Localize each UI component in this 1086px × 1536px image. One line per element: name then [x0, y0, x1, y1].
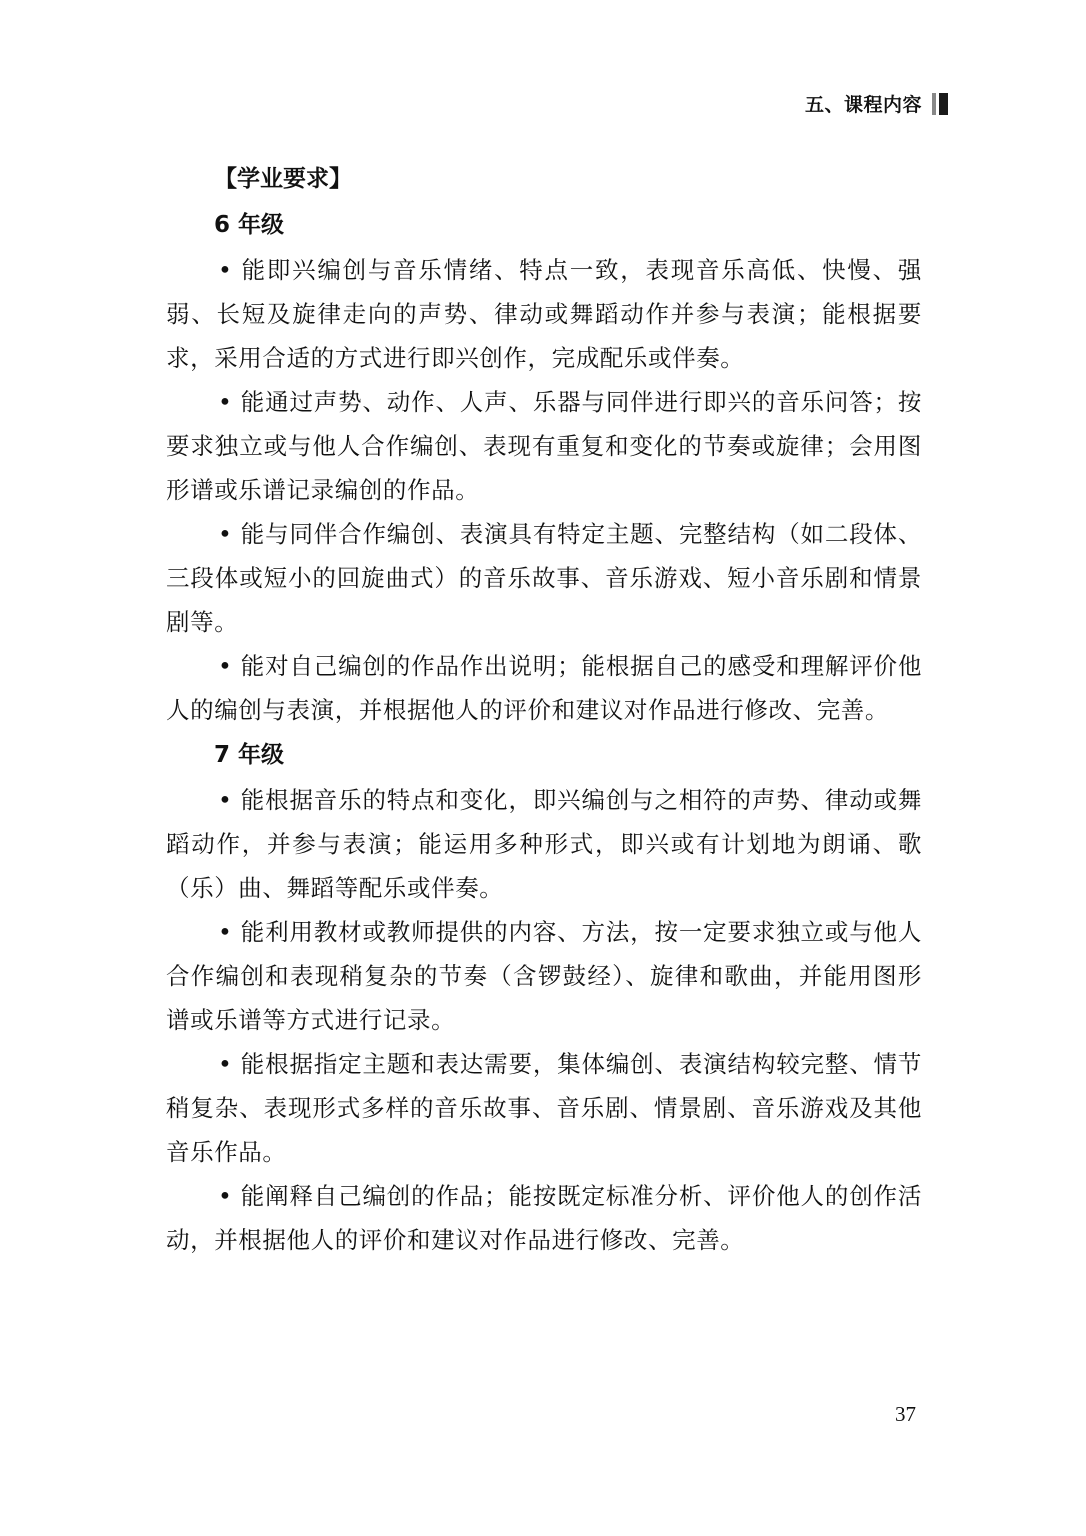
requirement-paragraph: • 能利用教材或教师提供的内容、方法，按一定要求独立或与他人合作编创和表现稍复杂的节奏（含锣鼓经）、旋律和歌曲，并能用图形谱或乐谱等方式进行记录。	[166, 918, 922, 1034]
grade-heading: 7 年级	[214, 742, 285, 768]
section-heading: 【学业要求】	[214, 166, 352, 192]
requirement-paragraph: • 能阐释自己编创的作品；能按既定标准分析、评价他人的创作活动，并根据他人的评价和建议对作品进行修改、完善。	[166, 1182, 922, 1254]
requirement-paragraph: • 能根据音乐的特点和变化，即兴编创与之相符的声势、律动或舞蹈动作，并参与表演；能运用多种形式，即兴或有计划地为朗诵、歌（乐）曲、舞蹈等配乐或伴奏。	[166, 786, 922, 902]
requirement-paragraph: • 能根据指定主题和表达需要，集体编创、表演结构较完整、情节稍复杂、表现形式多样的音乐故事、音乐剧、情景剧、音乐游戏及其他音乐作品。	[166, 1050, 922, 1166]
requirement-paragraph: • 能即兴编创与音乐情绪、特点一致，表现音乐高低、快慢、强弱、长短及旋律走向的声势、律动或舞蹈动作并参与表演；能根据要求，采用合适的方式进行即兴创作，完成配乐或伴奏。	[166, 256, 922, 372]
requirement-paragraph: • 能通过声势、动作、人声、乐器与同伴进行即兴的音乐问答；按要求独立或与他人合作编创、表现有重复和变化的节奏或旋律；会用图形谱或乐谱记录编创的作品。	[166, 388, 922, 504]
header-bar-thin	[932, 93, 936, 115]
requirement-paragraph: • 能对自己编创的作品作出说明；能根据自己的感受和理解评价他人的编创与表演，并根据他人的评价和建议对作品进行修改、完善。	[166, 652, 922, 724]
header-bar-thick	[939, 93, 948, 115]
requirement-paragraph: • 能与同伴合作编创、表演具有特定主题、完整结构（如二段体、三段体或短小的回旋曲式）的音乐故事、音乐游戏、短小音乐剧和情景剧等。	[166, 520, 922, 636]
grade-heading: 6 年级	[214, 212, 285, 238]
running-header	[805, 90, 948, 117]
header-bar-ornament	[932, 93, 948, 115]
chapter-title: 五、课程内容	[804, 94, 922, 116]
page-body	[166, 156, 922, 1262]
page-number: 37	[895, 1402, 916, 1426]
